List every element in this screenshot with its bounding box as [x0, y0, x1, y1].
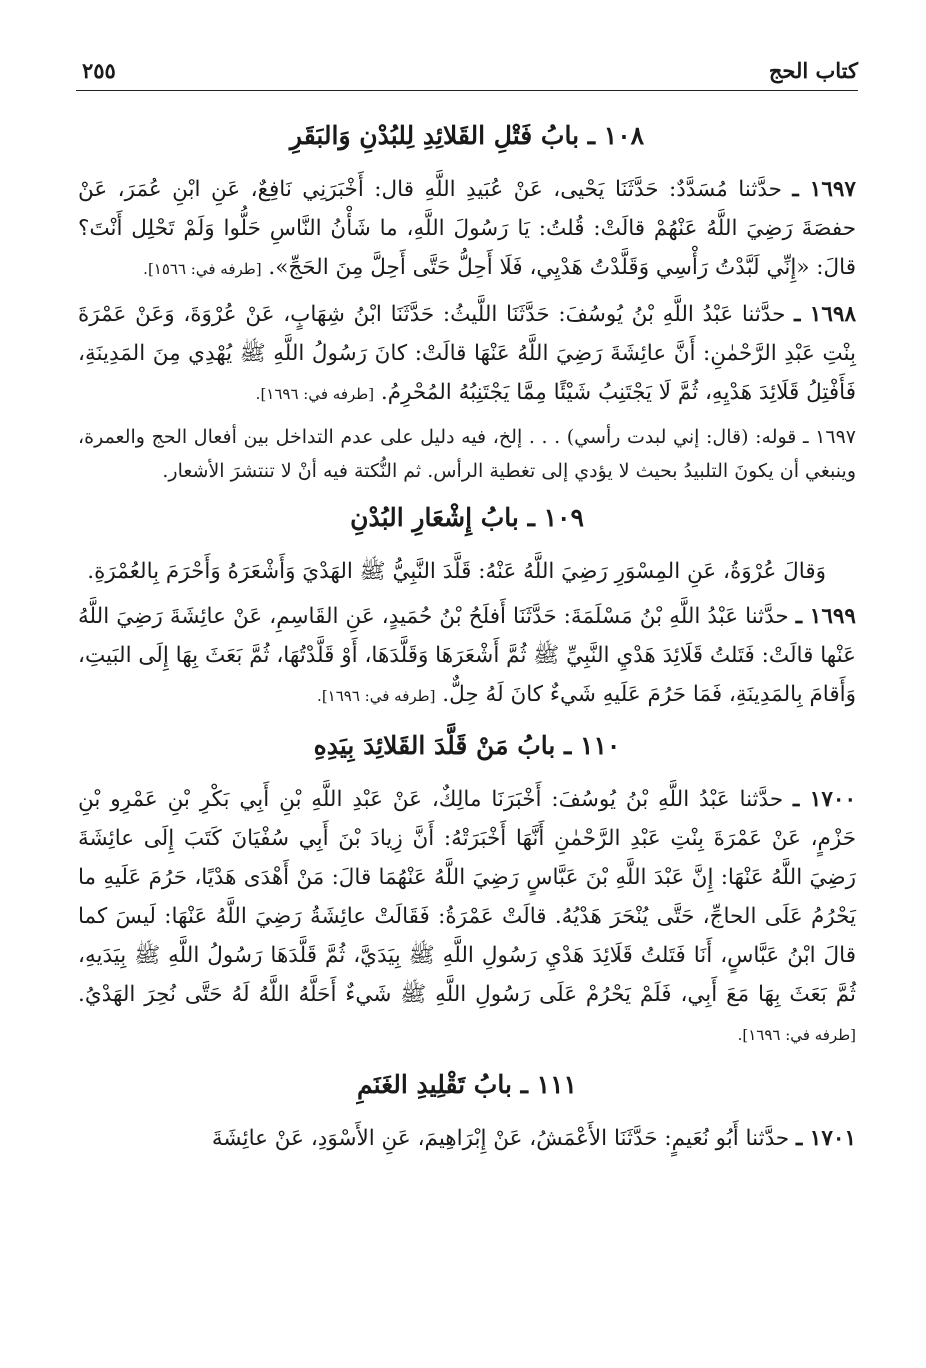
hadith-1698 [78, 295, 856, 414]
hadith-1697 [78, 170, 856, 289]
hadith-number: ١٦٩٨ ـ [794, 302, 856, 327]
hadith-1701 [78, 1119, 856, 1158]
narration-urwa: وَقالَ عُرْوَةُ، عَنِ المِسْوَرِ رَضِيَ اللَّهُ عَنْهُ: قَلَّدَ النَّبِيُّ ﷺ الهَدْيَ وَأَشْعَرَهُ وَأَحْرَمَ بِالعُمْرَةِ. [87, 559, 826, 584]
chapter-heading-108: ١٠٨ ـ بابُ فَتْلِ القَلائِدِ لِلبُدْنِ وَالبَقَرِ [289, 121, 645, 150]
running-header [76, 56, 858, 91]
page-number: ٢٥٥ [82, 58, 116, 83]
hadith-number: ١٦٩٧ ـ [792, 177, 856, 202]
hadith-number: ١٦٩٩ ـ [795, 604, 856, 629]
hadith-text: حدَّثنا عَبْدُ اللَّهِ بْنُ مَسْلَمَةَ: حَدَّثَنَا أَفلَحُ بْنُ حُمَيدٍ، عَنِ القَاسِمِ، عَنْ عائِشَةَ رَضِيَ اللَّهُ عَنْها قالَتْ: فَتَلتُ قَلَائِدَ هَدْيِ النَّبِيِّ ﷺ ثُمَّ أَشْعَرَهَا وَقَلَّدَهَا، أَوْ قَلَّدْتُهَا، ثُمَّ بَعَثَ بِهَا إِلَى البَيتِ، وَأَقامَ بِالمَدِينَةِ، فَمَا حَرُمَ عَلَيهِ شَيءٌ كانَ لَهُ حِلٌّ. [78, 604, 856, 707]
hadith-number: ١٧٠٠ ـ [792, 787, 856, 812]
hadith-text: حدَّثنا أَبُو نُعَيمٍ: حَدَّثَنَا الأَعْمَشُ، عَنْ إِبْرَاهِيمَ، عَنِ الأَسْوَدِ، عَنْ عائِشَةَ [211, 1126, 790, 1151]
cross-reference: [طرفه في: ١٥٦٦]. [143, 260, 262, 278]
chapter-heading-111: ١١١ ـ بابُ تَقْلِيدِ الغَنَمِ [357, 1070, 577, 1099]
cross-reference: [طرفه في: ١٦٩٦]. [317, 687, 436, 705]
hadith-1700 [78, 780, 856, 1055]
commentary-note-1697: ١٦٩٧ ـ قوله: (قال: إني لبدت رأسي) . . . إلخ، فيه دليل على عدم التداخل بين أفعال الحج والعمرة، وينبغي أن يكونَ التلبيدُ بحيث لا يؤدي إلى تغطية الرأس. ثم النُّكتة فيه أنْ لا تنتشرَ الأشعار. [78, 426, 856, 482]
hadith-text: حدَّثنا عَبْدُ اللَّهِ بْنُ يُوسُفَ: حَدَّثَنَا اللَّيثُ: حَدَّثَنَا ابْنُ شِهَابٍ، عَنْ عُرْوَةَ، وَعَنْ عَمْرَةَ بِنْتِ عَبْدِ الرَّحْمٰنِ: أَنَّ عائِشَةَ رَضِيَ اللَّهُ عَنْهَا قالَتْ: كانَ رَسُولُ اللَّهِ ﷺ يُهْدِي مِنَ المَدِينَةِ، فَأَفْتِلُ قَلَائِدَ هَدْيِهِ، ثُمَّ لَا يَجْتَنِبُ شَيْئًا مِمَّا يَجْتَنِبُهُ المُحْرِمُ. [78, 302, 856, 405]
hadith-1699 [78, 597, 856, 716]
hadith-text: حدَّثنا عَبْدُ اللَّهِ بْنُ يُوسُفَ: أَخْبَرَنَا مالِكٌ، عَنْ عَبْدِ اللَّهِ بْنِ أَبِي بَكْرِ بْنِ عَمْرِو بْنِ حَزْمٍ، عَنْ عَمْرَةَ بِنْتِ عَبْدِ الرَّحْمٰنِ أَنَّهَا أَخْبَرَتْهُ: أَنَّ زِيادَ بْنَ أَبِي سُفْيَانَ كَتَبَ إِلَى عائِشَةَ رَضِيَ اللَّهُ عَنْهَا: إِنَّ عَبْدَ اللَّهِ بْنَ عَبَّاسٍ رَضِيَ اللَّهُ عَنْهُمَا قالَ: مَنْ أَهْدَى هَدْيًا، حَرُمَ عَلَيهِ ما يَحْرُمُ عَلَى الحاجِّ، حَتَّى يُنْحَرَ هَدْيُهُ. قالَتْ عَمْرَةُ: فَقَالَتْ عائِشَةُ رَضِيَ اللَّهُ عَنْهَا: لَيسَ كما قالَ ابْنُ عَبَّاسٍ، أَنَا فَتَلتُ قَلَائِدَ هَدْيِ رَسُولِ اللَّهِ ﷺ بِيَدَيَّ، ثُمَّ قَلَّدَهَا رَسُولُ اللَّهِ ﷺ بِيَدَيهِ، ثُمَّ بَعَثَ بِهَا مَعَ أَبِي، فَلَمْ يَحْرُمْ عَلَى رَسُولِ اللَّهِ ﷺ شَيءٌ أَحَلَّهُ اللَّهُ لَهُ حَتَّى نُحِرَ الهَدْيُ. [78, 787, 856, 1007]
book-title: كتاب الحج [768, 58, 858, 83]
hadith-number: ١٧٠١ ـ [796, 1126, 856, 1151]
page-content [78, 106, 856, 1164]
cross-reference: [طرفه في: ١٦٩٦]. [737, 1026, 856, 1044]
chapter-heading-110: ١١٠ ـ بابُ مَنْ قَلَّدَ القَلائِدَ بِيَدِهِ [313, 731, 621, 760]
cross-reference: [طرفه في: ١٦٩٦]. [255, 385, 375, 403]
chapter-heading-109: ١٠٩ ـ بابُ إِشْعَارِ البُدْنِ [350, 503, 584, 532]
hadith-text: حدَّثنا مُسَدَّدٌ: حَدَّثَنَا يَحْيى، عَنْ عُبَيدِ اللَّهِ قال: أَخْبَرَنِي نَافِعٌ، عَنِ ابْنِ عُمَرَ، عَنْ حفصَةَ رَضِيَ اللَّهُ عَنْهُمْ قالَتْ: قُلتُ: يَا رَسُولَ اللَّهِ، ما شَأْنُ النَّاسِ حَلُّوا وَلَمْ تَحْلِل أَنْتَ؟ قالَ: «إِنِّي لَبَّدْتُ رَأْسِي وَقَلَّدْتُ هَدْيِي، فَلَا أَحِلُّ حَتَّى أَحِلَّ مِنَ الحَجِّ». [78, 177, 856, 280]
